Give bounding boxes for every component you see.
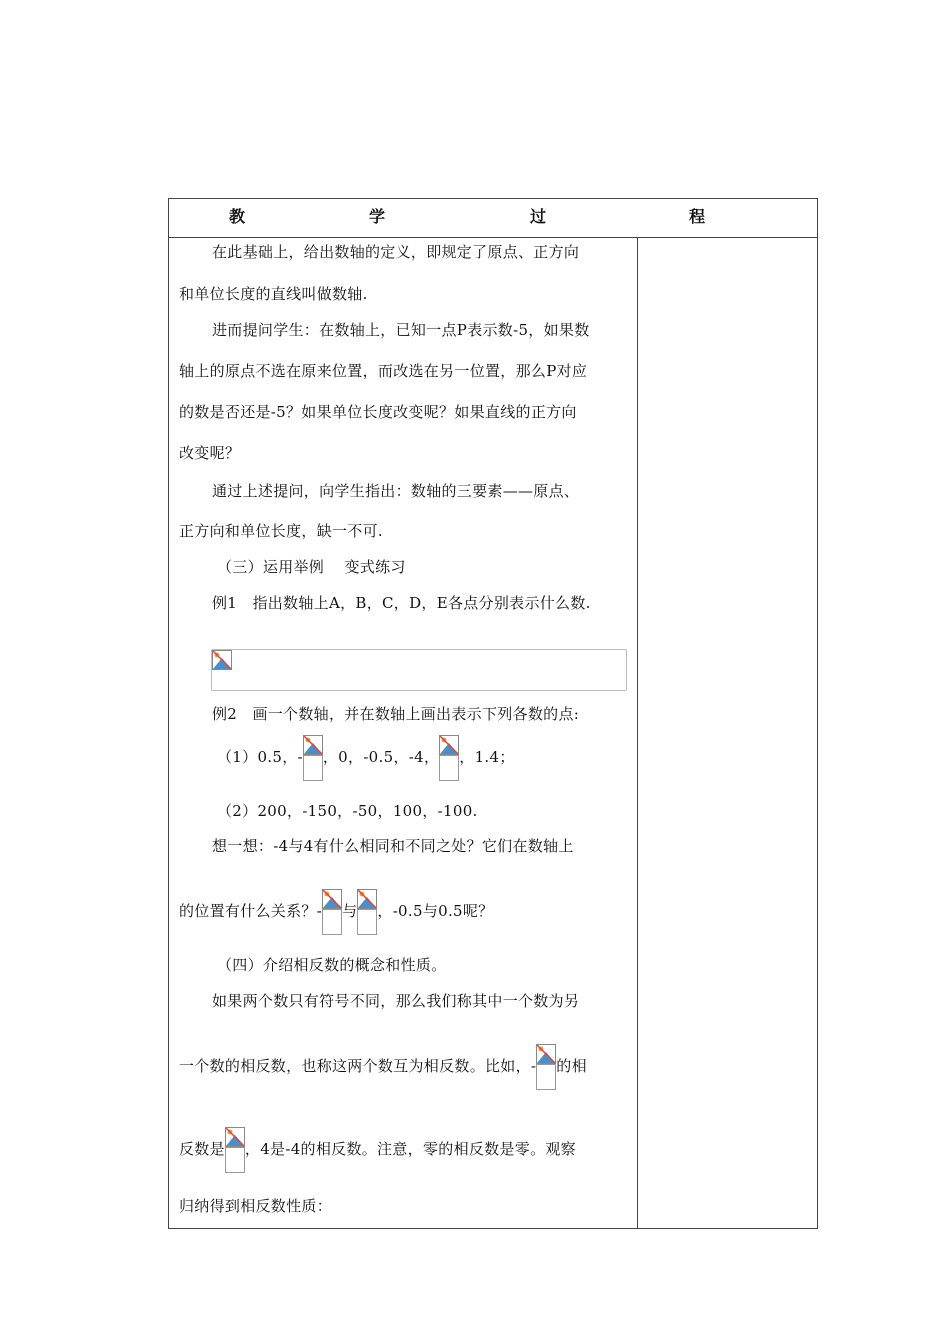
text-line: 归纳得到相反数性质： — [179, 1197, 333, 1215]
text-line: 在此基础上，给出数轴的定义，即规定了原点、正方向 — [212, 243, 580, 261]
text-line-with-fraction — [179, 1127, 576, 1173]
fraction-image-placeholder — [303, 735, 323, 781]
text-line: 如果两个数只有符号不同，那么我们称其中一个数为另 — [212, 992, 580, 1010]
header-char-3: 过 — [530, 207, 547, 226]
text-span: 一个数的相反数，也称这两个数互为相反数。比如，- — [179, 1057, 537, 1075]
text-span: 的位置有什么关系？- — [179, 902, 323, 920]
text-span: 反数是 — [179, 1140, 225, 1158]
text-line: 改变呢？ — [179, 444, 241, 462]
fraction-image-placeholder — [322, 889, 342, 935]
section-heading: （三）运用举例 变式练习 — [217, 558, 406, 576]
header-char-4: 程 — [689, 207, 706, 226]
example-2-part-2: （2）200，-150，-50，100，-100. — [217, 802, 478, 820]
column-divider — [637, 237, 638, 1228]
example-2-part-1 — [217, 735, 515, 781]
table-header — [169, 199, 817, 238]
text-line: 和单位长度的直线叫做数轴. — [179, 285, 368, 303]
example-2: 例2 画一个数轴，并在数轴上画出表示下列各数的点: — [212, 705, 580, 723]
text-line: 正方向和单位长度，缺一不可. — [179, 522, 383, 540]
text-span: （1）0.5，- — [217, 748, 303, 766]
text-line: 想一想：-4与4有什么相同和不同之处？它们在数轴上 — [212, 837, 574, 855]
teaching-process-table — [168, 198, 818, 1229]
text-line: 进而提问学生：在数轴上，已知一点P表示数-5，如果数 — [212, 321, 590, 339]
text-span: ，1.4； — [459, 748, 515, 766]
section-heading: （四）介绍相反数的概念和性质。 — [217, 956, 447, 974]
text-span: ，-0.5与0.5呢？ — [377, 902, 494, 920]
fraction-image-placeholder — [357, 889, 377, 935]
header-char-2: 学 — [369, 207, 386, 226]
number-line-image-placeholder — [211, 649, 627, 691]
broken-image-icon — [212, 650, 232, 670]
text-line: 通过上述提问，向学生指出：数轴的三要素——原点、 — [212, 482, 580, 500]
text-line-with-fractions — [179, 889, 493, 935]
text-span: 的相 — [556, 1057, 587, 1075]
text-span: 与 — [342, 902, 358, 920]
fraction-image-placeholder — [439, 735, 459, 781]
text-span: ，4是-4的相反数。注意，零的相反数是零。观察 — [244, 1140, 576, 1158]
text-span: ，0，-0.5，-4， — [322, 748, 440, 766]
example-1: 例1 指出数轴上A，B，C，D，E各点分别表示什么数. — [212, 594, 591, 612]
text-line: 轴上的原点不选在原来位置，而改选在另一位置，那么P对应 — [179, 362, 588, 380]
header-char-1: 教 — [229, 207, 246, 226]
fraction-image-placeholder — [536, 1044, 556, 1090]
text-line-with-fraction — [179, 1044, 587, 1090]
text-line: 的数是否还是-5？如果单位长度改变呢？如果直线的正方向 — [179, 403, 577, 421]
fraction-image-placeholder — [225, 1127, 245, 1173]
